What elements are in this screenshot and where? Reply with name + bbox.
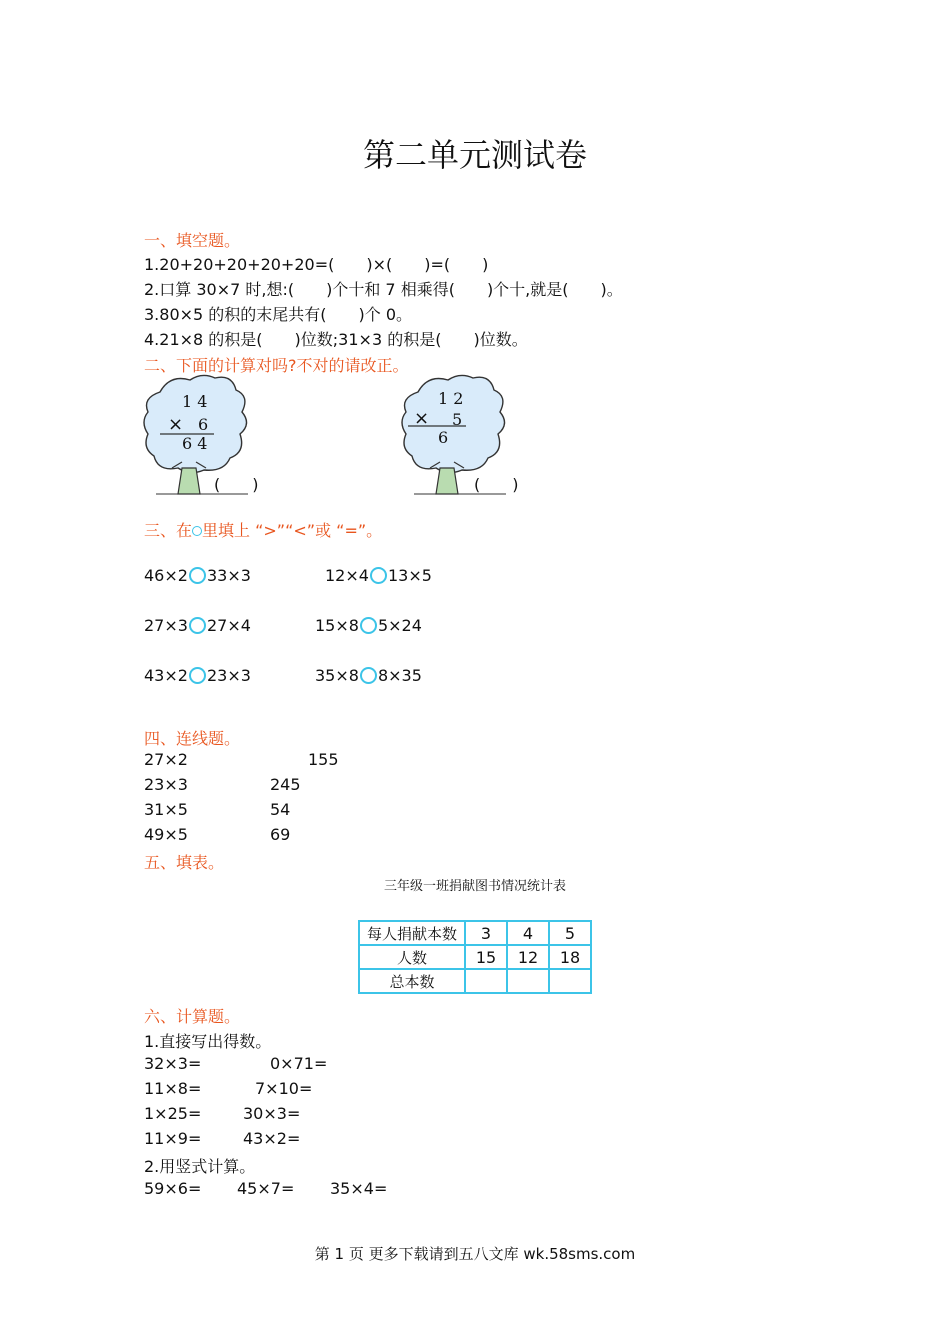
table-cell: 3 xyxy=(465,921,507,945)
table-cell: 5 xyxy=(549,921,591,945)
section-4-heading: 四、连线题。 xyxy=(144,729,241,748)
question-1-2: 2.口算 30×7 时,想:( )个十和 7 相乘得( )个十,就是( )。 xyxy=(144,280,623,299)
table-cell: 18 xyxy=(549,945,591,969)
match-left-4[interactable]: 49×5 xyxy=(144,825,188,844)
compare-circle[interactable] xyxy=(370,567,387,584)
tree-2-result: 6 xyxy=(438,428,449,447)
question-1-4: 4.21×8 的积是( )位数;31×3 的积是( )位数。 xyxy=(144,330,528,349)
compare-row-3-right: 35×8 8×35 xyxy=(315,666,422,685)
calc-item: 11×8= xyxy=(144,1079,202,1098)
match-right-2[interactable]: 245 xyxy=(270,775,301,794)
tree-1-multiplicand: 1 4 xyxy=(182,392,208,411)
compare-row-1-left: 46×2 33×3 xyxy=(144,566,251,585)
tree-2-times-sign: × xyxy=(414,408,430,429)
tree-2-multiplicand: 1 2 xyxy=(438,389,464,408)
compare-row-2-right: 15×8 5×24 xyxy=(315,616,422,635)
table-header-cell: 每人捐献本数 xyxy=(359,921,465,945)
section-6-heading: 六、计算题。 xyxy=(144,1007,241,1026)
table-input-cell[interactable] xyxy=(465,969,507,993)
match-left-1[interactable]: 27×2 xyxy=(144,750,188,769)
table-input-cell[interactable] xyxy=(507,969,549,993)
vertical-calc-item: 45×7= xyxy=(237,1179,295,1198)
tree-1-answer-blank: ( ) xyxy=(214,475,259,494)
calc-item: 7×10= xyxy=(255,1079,313,1098)
tree-1-times-sign: × xyxy=(168,414,184,435)
compare-circle[interactable] xyxy=(189,617,206,634)
table-cell: 12 xyxy=(507,945,549,969)
sub-heading-direct: 1.直接写出得数。 xyxy=(144,1032,272,1051)
compare-circle[interactable] xyxy=(360,667,377,684)
calc-item: 0×71= xyxy=(270,1054,328,1073)
compare-row-1-right: 12×4 13×5 xyxy=(325,566,432,585)
compare-circle[interactable] xyxy=(189,567,206,584)
tree-1-result: 6 4 xyxy=(182,434,208,453)
table-input-cell[interactable] xyxy=(549,969,591,993)
calc-item: 11×9= xyxy=(144,1129,202,1148)
table-row xyxy=(359,969,591,993)
calc-item: 32×3= xyxy=(144,1054,202,1073)
table-row xyxy=(359,945,591,969)
calc-item: 1×25= xyxy=(144,1104,202,1123)
tree-1-multiplier: 6 xyxy=(198,415,209,434)
match-right-3[interactable]: 54 xyxy=(270,800,291,819)
question-1-3: 3.80×5 的积的末尾共有( )个 0。 xyxy=(144,305,413,324)
compare-circle[interactable] xyxy=(360,617,377,634)
compare-row-2-left: 27×3 27×4 xyxy=(144,616,251,635)
statistics-table xyxy=(358,920,592,994)
compare-row-3-left: 43×2 23×3 xyxy=(144,666,251,685)
calc-item: 43×2= xyxy=(243,1129,301,1148)
tree-2-answer-blank: ( ) xyxy=(474,475,519,494)
section-3-heading-post: 里填上 “>”“<”或 “=”。 xyxy=(202,521,383,540)
section-2-heading: 二、下面的计算对吗?不对的请改正。 xyxy=(144,356,409,375)
question-1-1: 1.20+20+20+20+20=( )×( )=( ) xyxy=(144,255,489,274)
table-header-cell: 总本数 xyxy=(359,969,465,993)
match-left-2[interactable]: 23×3 xyxy=(144,775,188,794)
table-cell: 15 xyxy=(465,945,507,969)
table-cell: 4 xyxy=(507,921,549,945)
tree-1-illustration xyxy=(140,372,280,497)
page-title: 第二单元测试卷 xyxy=(362,136,587,174)
match-right-4[interactable]: 69 xyxy=(270,825,291,844)
match-left-3[interactable]: 31×5 xyxy=(144,800,188,819)
section-1-heading: 一、填空题。 xyxy=(144,231,241,250)
table-row xyxy=(359,921,591,945)
table-title: 三年级一班捐献图书情况统计表 xyxy=(383,879,566,894)
section-3-heading xyxy=(144,518,382,541)
table-header-cell: 人数 xyxy=(359,945,465,969)
sub-heading-vertical: 2.用竖式计算。 xyxy=(144,1157,256,1176)
compare-circle[interactable] xyxy=(189,667,206,684)
calc-item: 30×3= xyxy=(243,1104,301,1123)
vertical-calc-item: 59×6= xyxy=(144,1179,202,1198)
page-footer: 第 1 页 更多下载请到五八文库 wk.58sms.com xyxy=(314,1245,636,1263)
vertical-calc-item: 35×4= xyxy=(330,1179,388,1198)
tree-2-multiplier: 5 xyxy=(452,410,463,429)
section-3-heading-pre: 三、在 xyxy=(144,521,193,540)
match-right-1[interactable]: 155 xyxy=(308,750,339,769)
circle-icon xyxy=(192,526,202,536)
section-5-heading: 五、填表。 xyxy=(144,853,225,872)
